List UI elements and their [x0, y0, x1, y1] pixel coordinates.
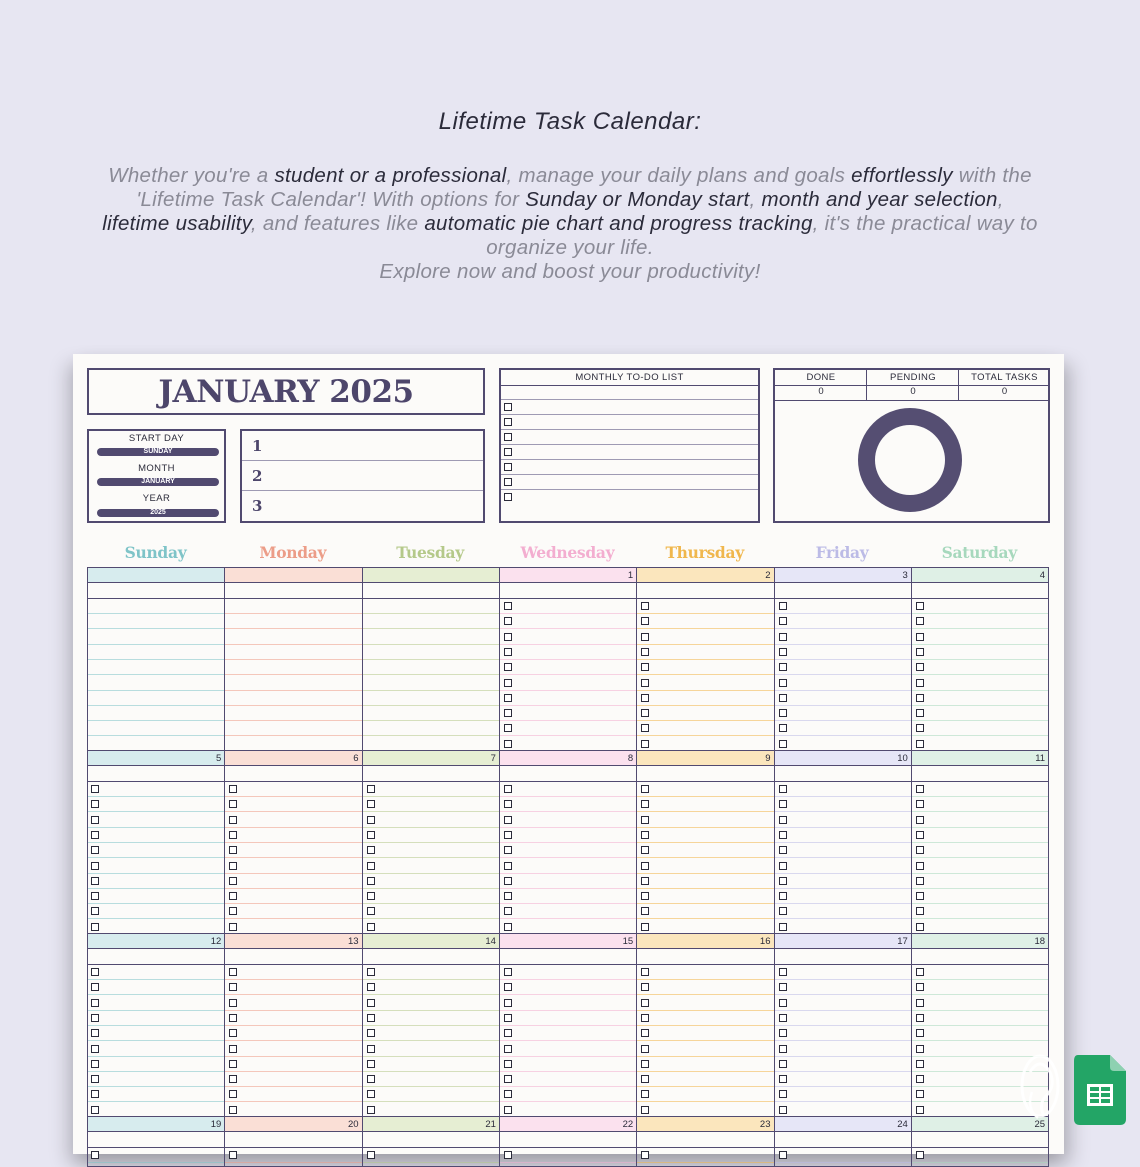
- task-checkbox[interactable]: [641, 800, 649, 808]
- day-cell-9[interactable]: [636, 751, 774, 934]
- task-checkbox[interactable]: [641, 999, 649, 1007]
- day-cell-25[interactable]: [911, 1117, 1049, 1167]
- day-number: 16: [637, 934, 774, 949]
- task-checkbox[interactable]: [504, 1106, 512, 1114]
- task-checkbox[interactable]: [916, 694, 924, 702]
- task-checkbox[interactable]: [367, 907, 375, 915]
- task-checkbox[interactable]: [641, 968, 649, 976]
- task-checkbox[interactable]: [641, 1060, 649, 1068]
- task-checkbox[interactable]: [641, 724, 649, 732]
- task-checkbox[interactable]: [641, 877, 649, 885]
- task-checkbox[interactable]: [504, 694, 512, 702]
- task-checkbox[interactable]: [367, 1151, 375, 1159]
- todo-list-title: MONTHLY TO-DO LIST: [501, 370, 758, 386]
- task-checkbox[interactable]: [779, 968, 787, 976]
- total-tasks-label: TOTAL TASKS: [971, 372, 1038, 383]
- task-checkbox[interactable]: [229, 1075, 237, 1083]
- task-checkbox[interactable]: [504, 1090, 512, 1098]
- month-title: JANUARY 2025: [87, 368, 485, 415]
- task-checkbox[interactable]: [91, 999, 99, 1007]
- day-number: 10: [775, 751, 912, 766]
- total-tasks-count: 0: [1001, 386, 1008, 397]
- day-cell-empty[interactable]: [362, 568, 500, 751]
- task-checkbox[interactable]: [229, 862, 237, 870]
- task-checkbox[interactable]: [229, 968, 237, 976]
- task-checkbox[interactable]: [367, 877, 375, 885]
- task-checkbox[interactable]: [504, 663, 512, 671]
- task-checkbox[interactable]: [641, 862, 649, 870]
- task-checkbox[interactable]: [641, 923, 649, 931]
- task-checkbox[interactable]: [229, 892, 237, 900]
- task-checkbox[interactable]: [367, 1090, 375, 1098]
- todo-checkbox[interactable]: [504, 403, 512, 411]
- todo-checkbox[interactable]: [504, 478, 512, 486]
- task-checkbox[interactable]: [916, 831, 924, 839]
- task-checkbox[interactable]: [91, 877, 99, 885]
- task-checkbox[interactable]: [504, 846, 512, 854]
- task-checkbox[interactable]: [367, 862, 375, 870]
- task-checkbox[interactable]: [504, 602, 512, 610]
- task-checkbox[interactable]: [229, 785, 237, 793]
- day-number: [87, 568, 225, 583]
- day-number: 9: [637, 751, 774, 766]
- priority-item[interactable]: 3: [252, 497, 263, 515]
- task-checkbox[interactable]: [229, 1090, 237, 1098]
- task-checkbox[interactable]: [916, 1075, 924, 1083]
- task-checkbox[interactable]: [367, 1029, 375, 1037]
- task-checkbox[interactable]: [91, 892, 99, 900]
- start-day-label: START DAY: [128, 433, 185, 444]
- day-number: 11: [912, 751, 1049, 766]
- task-checkbox[interactable]: [779, 877, 787, 885]
- task-checkbox[interactable]: [779, 663, 787, 671]
- day-number: 21: [363, 1117, 500, 1132]
- task-checkbox[interactable]: [367, 846, 375, 854]
- task-checkbox[interactable]: [779, 709, 787, 717]
- task-checkbox[interactable]: [91, 1151, 99, 1159]
- day-number: 15: [500, 934, 637, 949]
- task-checkbox[interactable]: [91, 923, 99, 931]
- task-checkbox[interactable]: [504, 907, 512, 915]
- day-cell-22[interactable]: [499, 1117, 637, 1167]
- day-cell-5[interactable]: [87, 751, 225, 934]
- task-checkbox[interactable]: [367, 923, 375, 931]
- month-label: MONTH: [138, 463, 175, 474]
- product-description: Whether you're a student or a professional, manage your daily plans and goals effortlessly with the 'Lifetime Task Calendar'! With options for Sunday or Monday start, month and year selection, lifetime usability, and features like automatic pie chart and progress tracking, it's the practical way to organize your life. Explore now and boost your productivity!: [102, 164, 1038, 283]
- task-checkbox[interactable]: [641, 1045, 649, 1053]
- todo-list-row[interactable]: [501, 415, 758, 430]
- task-checkbox[interactable]: [916, 617, 924, 625]
- task-checkbox[interactable]: [916, 648, 924, 656]
- task-checkbox[interactable]: [779, 862, 787, 870]
- day-name-wednesday: Wednesday: [520, 543, 615, 562]
- task-checkbox[interactable]: [641, 907, 649, 915]
- todo-checkbox[interactable]: [504, 463, 512, 471]
- task-checkbox[interactable]: [916, 724, 924, 732]
- day-cell-1[interactable]: [499, 568, 637, 751]
- task-checkbox[interactable]: [504, 1045, 512, 1053]
- task-checkbox[interactable]: [916, 923, 924, 931]
- monthly-todo-list: [499, 368, 760, 523]
- task-checkbox[interactable]: [779, 983, 787, 991]
- task-checkbox[interactable]: [504, 800, 512, 808]
- day-cell-7[interactable]: [362, 751, 500, 934]
- task-checkbox[interactable]: [641, 1151, 649, 1159]
- task-checkbox[interactable]: [779, 907, 787, 915]
- task-checkbox[interactable]: [779, 800, 787, 808]
- task-checkbox[interactable]: [504, 740, 512, 748]
- task-checkbox[interactable]: [779, 831, 787, 839]
- day-number: 2: [637, 568, 774, 583]
- priority-item[interactable]: 2: [242, 461, 483, 491]
- task-checkbox[interactable]: [641, 831, 649, 839]
- task-checkbox[interactable]: [916, 785, 924, 793]
- task-checkbox[interactable]: [504, 983, 512, 991]
- task-checkbox[interactable]: [641, 1106, 649, 1114]
- day-cell-6[interactable]: [224, 751, 362, 934]
- task-checkbox[interactable]: [504, 1075, 512, 1083]
- task-checkbox[interactable]: [367, 968, 375, 976]
- task-checkbox[interactable]: [916, 1014, 924, 1022]
- task-checkbox[interactable]: [229, 1106, 237, 1114]
- task-checkbox[interactable]: [91, 968, 99, 976]
- day-cell-12[interactable]: [87, 934, 225, 1117]
- task-checkbox[interactable]: [916, 862, 924, 870]
- task-checkbox[interactable]: [641, 602, 649, 610]
- page-headline: Lifetime Task Calendar:: [438, 108, 702, 135]
- day-number: 3: [775, 568, 912, 583]
- todo-list-row[interactable]: [501, 460, 758, 475]
- day-number: 7: [363, 751, 500, 766]
- day-number: [363, 568, 500, 583]
- task-checkbox[interactable]: [91, 1045, 99, 1053]
- task-checkbox[interactable]: [229, 983, 237, 991]
- task-checkbox[interactable]: [367, 800, 375, 808]
- day-cell-empty[interactable]: [224, 568, 362, 751]
- task-checkbox[interactable]: [916, 968, 924, 976]
- day-name-sunday: Sunday: [124, 543, 187, 562]
- task-checkbox[interactable]: [916, 709, 924, 717]
- todo-checkbox[interactable]: [504, 418, 512, 426]
- task-checkbox[interactable]: [779, 785, 787, 793]
- task-checkbox[interactable]: [779, 1014, 787, 1022]
- done-count: 0: [818, 386, 824, 397]
- task-checkbox[interactable]: [916, 816, 924, 824]
- task-checkbox[interactable]: [91, 816, 99, 824]
- task-checkbox[interactable]: [91, 831, 99, 839]
- day-name-saturday: Saturday: [941, 543, 1017, 562]
- task-checkbox[interactable]: [779, 648, 787, 656]
- task-stats-panel: [773, 368, 1050, 523]
- task-checkbox[interactable]: [229, 999, 237, 1007]
- calendar-sheet: [73, 354, 1064, 1154]
- task-checkbox[interactable]: [504, 617, 512, 625]
- task-checkbox[interactable]: [779, 999, 787, 1007]
- task-checkbox[interactable]: [367, 816, 375, 824]
- day-cell-23[interactable]: [636, 1117, 774, 1167]
- day-number: 23: [637, 1117, 774, 1132]
- task-checkbox[interactable]: [641, 679, 649, 687]
- task-checkbox[interactable]: [229, 846, 237, 854]
- priority-list: [240, 429, 485, 523]
- task-checkbox[interactable]: [641, 983, 649, 991]
- task-checkbox[interactable]: [779, 617, 787, 625]
- task-checkbox[interactable]: [229, 800, 237, 808]
- task-checkbox[interactable]: [641, 785, 649, 793]
- day-number: 14: [363, 934, 500, 949]
- task-checkbox[interactable]: [229, 923, 237, 931]
- task-checkbox[interactable]: [641, 816, 649, 824]
- year-dropdown[interactable]: 2025: [97, 509, 219, 517]
- task-checkbox[interactable]: [779, 740, 787, 748]
- task-checkbox[interactable]: [916, 602, 924, 610]
- task-checkbox[interactable]: [916, 1045, 924, 1053]
- day-number: 8: [500, 751, 637, 766]
- task-checkbox[interactable]: [779, 1151, 787, 1159]
- task-checkbox[interactable]: [916, 1060, 924, 1068]
- day-cell-8[interactable]: [499, 751, 637, 934]
- progress-pie-chart: [858, 408, 962, 512]
- task-checkbox[interactable]: [367, 1106, 375, 1114]
- task-checkbox[interactable]: [916, 633, 924, 641]
- task-checkbox[interactable]: [916, 846, 924, 854]
- task-checkbox[interactable]: [641, 633, 649, 641]
- day-cell-empty[interactable]: [87, 568, 225, 751]
- start-day-dropdown[interactable]: SUNDAY: [97, 448, 219, 456]
- task-checkbox[interactable]: [916, 999, 924, 1007]
- day-cell-15[interactable]: [499, 934, 637, 1117]
- task-checkbox[interactable]: [641, 617, 649, 625]
- task-checkbox[interactable]: [779, 694, 787, 702]
- task-checkbox[interactable]: [916, 740, 924, 748]
- day-number: 18: [912, 934, 1049, 949]
- ornate-monogram-logo: [1016, 1052, 1064, 1124]
- task-checkbox[interactable]: [229, 831, 237, 839]
- todo-list-row[interactable]: [501, 475, 758, 490]
- day-name-thursday: Thursday: [665, 543, 744, 562]
- task-checkbox[interactable]: [504, 877, 512, 885]
- todo-checkbox[interactable]: [504, 433, 512, 441]
- task-checkbox[interactable]: [916, 1090, 924, 1098]
- task-checkbox[interactable]: [229, 1045, 237, 1053]
- task-checkbox[interactable]: [504, 892, 512, 900]
- task-checkbox[interactable]: [504, 648, 512, 656]
- pending-label: PENDING: [889, 372, 937, 383]
- task-checkbox[interactable]: [641, 892, 649, 900]
- task-checkbox[interactable]: [504, 679, 512, 687]
- task-checkbox[interactable]: [504, 1060, 512, 1068]
- task-checkbox[interactable]: [229, 1151, 237, 1159]
- task-checkbox[interactable]: [916, 877, 924, 885]
- todo-checkbox[interactable]: [504, 448, 512, 456]
- day-number: 5: [87, 751, 225, 766]
- day-cell-16[interactable]: [636, 934, 774, 1117]
- task-checkbox[interactable]: [367, 831, 375, 839]
- task-checkbox[interactable]: [641, 1029, 649, 1037]
- task-checkbox[interactable]: [916, 983, 924, 991]
- task-checkbox[interactable]: [91, 983, 99, 991]
- task-checkbox[interactable]: [779, 1029, 787, 1037]
- task-checkbox[interactable]: [504, 862, 512, 870]
- task-checkbox[interactable]: [91, 785, 99, 793]
- task-checkbox[interactable]: [779, 846, 787, 854]
- task-checkbox[interactable]: [779, 724, 787, 732]
- task-checkbox[interactable]: [916, 663, 924, 671]
- task-checkbox[interactable]: [367, 892, 375, 900]
- day-number: 19: [87, 1117, 225, 1132]
- month-dropdown[interactable]: JANUARY: [97, 478, 219, 486]
- day-name-tuesday: Tuesday: [396, 543, 464, 562]
- task-checkbox[interactable]: [229, 1014, 237, 1022]
- task-checkbox[interactable]: [367, 1045, 375, 1053]
- task-checkbox[interactable]: [779, 679, 787, 687]
- year-label: YEAR: [142, 493, 171, 504]
- task-checkbox[interactable]: [91, 862, 99, 870]
- task-checkbox[interactable]: [91, 1029, 99, 1037]
- day-number: 20: [225, 1117, 362, 1132]
- day-number: 17: [775, 934, 912, 949]
- task-checkbox[interactable]: [641, 1014, 649, 1022]
- day-number: 1: [500, 568, 637, 583]
- todo-list-row[interactable]: [501, 490, 758, 505]
- task-checkbox[interactable]: [229, 816, 237, 824]
- day-number: 12: [87, 934, 225, 949]
- day-cell-2[interactable]: [636, 568, 774, 751]
- task-checkbox[interactable]: [504, 724, 512, 732]
- task-checkbox[interactable]: [916, 1029, 924, 1037]
- task-checkbox[interactable]: [367, 1060, 375, 1068]
- task-checkbox[interactable]: [779, 816, 787, 824]
- day-cell-21[interactable]: [362, 1117, 500, 1167]
- task-checkbox[interactable]: [504, 1029, 512, 1037]
- task-checkbox[interactable]: [91, 1060, 99, 1068]
- google-sheets-icon: [1074, 1055, 1126, 1125]
- task-checkbox[interactable]: [916, 800, 924, 808]
- task-checkbox[interactable]: [641, 709, 649, 717]
- day-name-monday: Monday: [259, 543, 327, 562]
- task-checkbox[interactable]: [504, 633, 512, 641]
- task-checkbox[interactable]: [504, 1014, 512, 1022]
- task-checkbox[interactable]: [641, 1090, 649, 1098]
- task-checkbox[interactable]: [504, 1151, 512, 1159]
- task-checkbox[interactable]: [641, 740, 649, 748]
- task-checkbox[interactable]: [916, 892, 924, 900]
- day-cell-19[interactable]: [87, 1117, 225, 1167]
- day-number: 22: [500, 1117, 637, 1132]
- day-name-friday: Friday: [815, 543, 869, 562]
- task-checkbox[interactable]: [229, 907, 237, 915]
- task-checkbox[interactable]: [916, 679, 924, 687]
- task-checkbox[interactable]: [91, 800, 99, 808]
- todo-list-row[interactable]: [501, 400, 758, 415]
- task-checkbox[interactable]: [367, 1014, 375, 1022]
- task-checkbox[interactable]: [504, 816, 512, 824]
- selector-panel: [87, 429, 226, 523]
- task-checkbox[interactable]: [91, 1106, 99, 1114]
- task-checkbox[interactable]: [91, 846, 99, 854]
- priority-item[interactable]: 1: [242, 431, 483, 461]
- task-checkbox[interactable]: [504, 923, 512, 931]
- todo-list-row[interactable]: [501, 385, 758, 400]
- task-checkbox[interactable]: [504, 709, 512, 717]
- day-cell-10[interactable]: [774, 751, 912, 934]
- day-cell-11[interactable]: [911, 751, 1049, 934]
- day-cell-3[interactable]: [774, 568, 912, 751]
- day-cell-4[interactable]: [911, 568, 1049, 751]
- task-checkbox[interactable]: [779, 1045, 787, 1053]
- day-number: 24: [775, 1117, 912, 1132]
- task-checkbox[interactable]: [916, 1151, 924, 1159]
- task-checkbox[interactable]: [641, 648, 649, 656]
- task-checkbox[interactable]: [367, 999, 375, 1007]
- day-number: 6: [225, 751, 362, 766]
- task-checkbox[interactable]: [504, 831, 512, 839]
- todo-list-row[interactable]: [501, 430, 758, 445]
- day-number: 25: [912, 1117, 1049, 1132]
- pending-count: 0: [910, 386, 916, 397]
- task-checkbox[interactable]: [779, 923, 787, 931]
- task-checkbox[interactable]: [504, 785, 512, 793]
- task-checkbox[interactable]: [91, 907, 99, 915]
- calendar-grid: [87, 567, 1049, 1167]
- day-cell-13[interactable]: [224, 934, 362, 1117]
- task-checkbox[interactable]: [779, 633, 787, 641]
- done-label: DONE: [806, 372, 836, 383]
- todo-list-row[interactable]: [501, 445, 758, 460]
- day-number: 13: [225, 934, 362, 949]
- task-checkbox[interactable]: [91, 1090, 99, 1098]
- task-checkbox[interactable]: [641, 694, 649, 702]
- task-checkbox[interactable]: [641, 1075, 649, 1083]
- task-checkbox[interactable]: [367, 1075, 375, 1083]
- task-checkbox[interactable]: [367, 983, 375, 991]
- task-checkbox[interactable]: [779, 1060, 787, 1068]
- task-checkbox[interactable]: [91, 1014, 99, 1022]
- task-checkbox[interactable]: [916, 907, 924, 915]
- day-number: 4: [912, 568, 1049, 583]
- task-checkbox[interactable]: [367, 785, 375, 793]
- day-number: [225, 568, 362, 583]
- day-cell-24[interactable]: [774, 1117, 912, 1167]
- day-cell-20[interactable]: [224, 1117, 362, 1167]
- task-checkbox[interactable]: [229, 877, 237, 885]
- task-checkbox[interactable]: [641, 663, 649, 671]
- task-checkbox[interactable]: [229, 1060, 237, 1068]
- task-checkbox[interactable]: [779, 1075, 787, 1083]
- task-checkbox[interactable]: [779, 892, 787, 900]
- task-checkbox[interactable]: [779, 602, 787, 610]
- day-cell-14[interactable]: [362, 934, 500, 1117]
- task-checkbox[interactable]: [779, 1106, 787, 1114]
- day-cell-17[interactable]: [774, 934, 912, 1117]
- todo-checkbox[interactable]: [504, 493, 512, 501]
- task-checkbox[interactable]: [91, 1075, 99, 1083]
- task-checkbox[interactable]: [916, 1106, 924, 1114]
- task-checkbox[interactable]: [779, 1090, 787, 1098]
- task-checkbox[interactable]: [504, 999, 512, 1007]
- task-checkbox[interactable]: [229, 1029, 237, 1037]
- task-checkbox[interactable]: [504, 968, 512, 976]
- task-checkbox[interactable]: [641, 846, 649, 854]
